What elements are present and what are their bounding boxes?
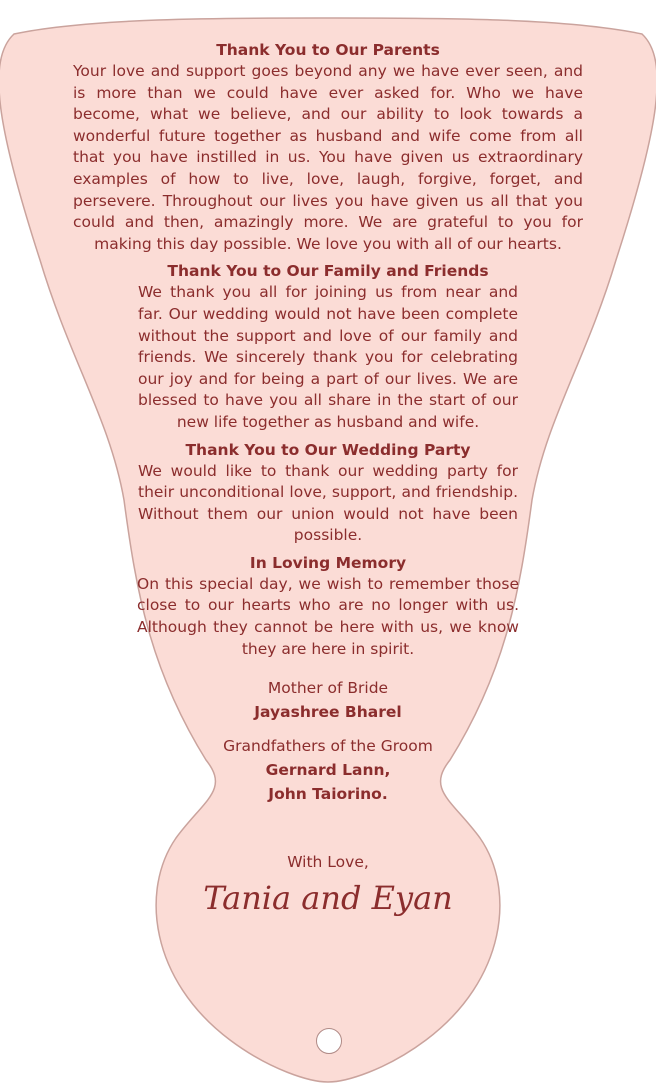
heading-loving-memory: In Loving Memory <box>249 553 407 572</box>
family-friends-text: We thank you all for joining us from near and far. Our wedding would not have been complete without the support and love of our family and friends. We sincerely thank you for celebrating our joy and for being a part of our lives. We are blessed to have you all share in the start of our new life together as husband and wife. <box>138 283 518 431</box>
parents-text: Your love and support goes beyond any we have ever seen, and is more than we could have ever asked for. Who we have become, what we believe, and our ability to look towards a wonderful future together as husband and wife come from all that you have instilled in us. You have given us extraordinary examples of how to live, love, laugh, forgive, forget, and persevere. Throughout our lives you have given us all that you could and then, amazingly more. We are grateful to you for making this day possible. We love you with all of our hearts. <box>73 62 583 253</box>
memorial-name-grandfather-2: John Taiorino. <box>268 785 388 804</box>
hanging-hole <box>316 1028 342 1054</box>
wedding-party-text: We would like to thank our wedding party for their unconditional love, support, and friendship. Without them our union would not have been possible. <box>138 461 518 545</box>
memorial-label-mother: Mother of Bride <box>267 679 389 698</box>
heading-parents: Thank You to Our Parents <box>216 41 440 59</box>
card-content <box>60 40 596 918</box>
heading-family-friends: Thank You to Our Family and Friends <box>167 262 489 281</box>
heading-wedding-party: Thank You to Our Wedding Party <box>185 440 471 459</box>
memorial-name-grandfather-1: Gernard Lann, <box>265 761 391 780</box>
with-love-text: With Love, <box>287 853 369 872</box>
loving-memory-text: On this special day, we wish to remember those close to our hearts who are no longer with us. Although they cannot be here with us, we know they are here in spirit. <box>137 574 519 658</box>
memorial-name-mother: Jayashree Bharel <box>254 703 402 722</box>
memorial-label-grandfathers: Grandfathers of the Groom <box>223 737 433 756</box>
couple-signature: Tania and Eyan <box>203 879 453 918</box>
